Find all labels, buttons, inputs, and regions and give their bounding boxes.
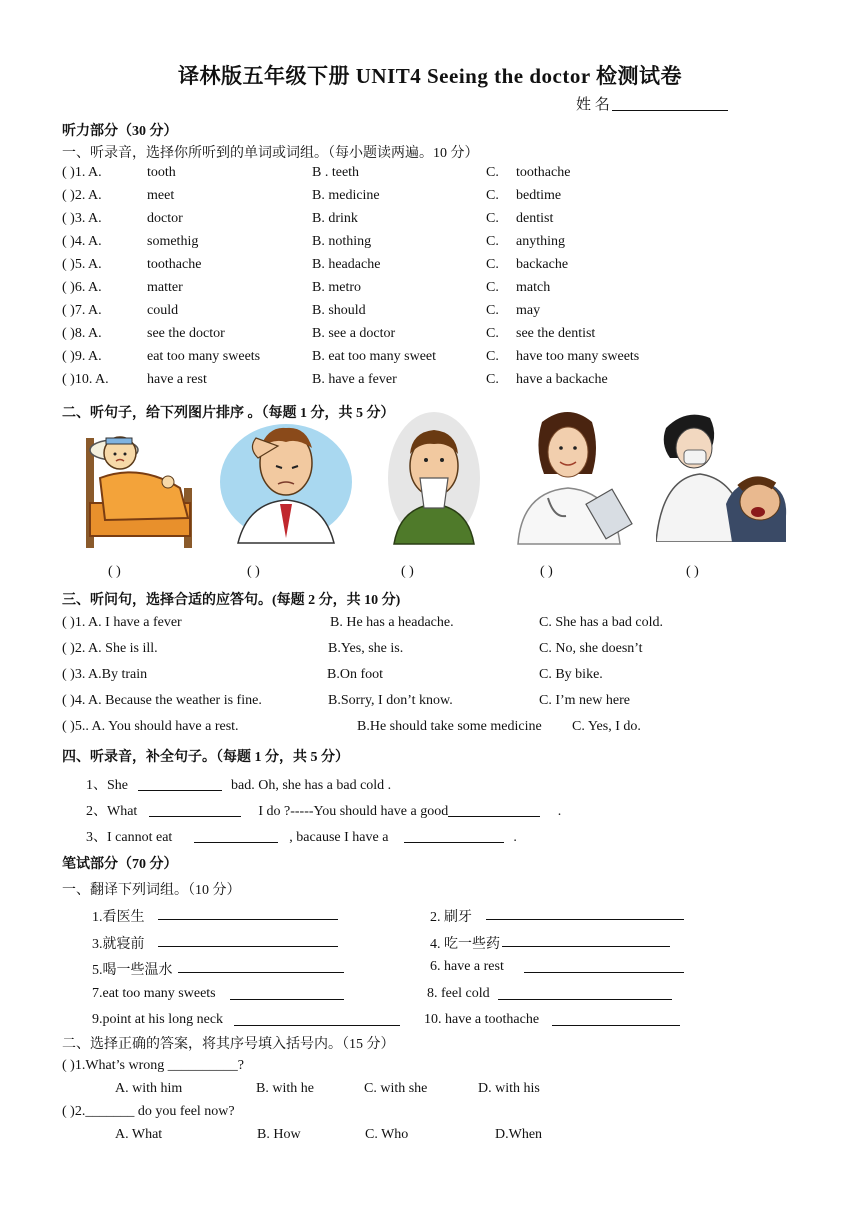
option-b[interactable]: B. medicine — [312, 188, 380, 203]
dentist-with-patient-picture — [656, 408, 790, 542]
sec4-sentence-2: 2、What I do ?-----You should have a good . — [86, 804, 562, 819]
translation-item-right: 4. 吃一些药 — [430, 936, 500, 952]
option-c[interactable]: C. She has a bad cold. — [539, 615, 664, 630]
translation-row — [92, 906, 832, 926]
sec4-blank-3[interactable] — [448, 803, 540, 817]
sec3-question-row — [62, 615, 802, 635]
option-c-letter: C. — [486, 211, 499, 226]
option-b[interactable]: B. should — [312, 303, 366, 318]
option-c[interactable]: C. I’m new here — [539, 693, 630, 708]
question-number[interactable]: ( )2. A. — [62, 188, 102, 203]
sec3-question-row — [62, 641, 802, 661]
question-number[interactable]: ( )3. A. — [62, 211, 102, 226]
translation-blank-left[interactable] — [158, 906, 338, 920]
translation-blank-right[interactable] — [552, 1012, 680, 1026]
question-number[interactable]: ( )4. A. — [62, 234, 102, 249]
sec6-q2-stem: ( )2._______ do you feel now? — [62, 1104, 235, 1119]
option-c-letter: C. — [486, 280, 499, 295]
pic4-answer[interactable]: ( ) — [540, 564, 553, 579]
translation-item-left: 5.喝一些温水 — [92, 963, 173, 978]
man-blowing-nose-picture — [386, 408, 482, 546]
question-number[interactable]: ( )10. A. — [62, 372, 109, 387]
translation-blank-right[interactable] — [524, 959, 684, 973]
translation-item-left: 9.point at his long neck — [92, 1012, 224, 1027]
sec3-question-row — [62, 693, 802, 713]
option-b[interactable]: B. metro — [312, 280, 361, 295]
translation-item-left: 1.看医生 — [92, 910, 145, 925]
question-number[interactable]: ( )6. A. — [62, 280, 102, 295]
option-c[interactable]: C. Yes, I do. — [572, 719, 641, 734]
question-with-option-a[interactable]: ( )3. A.By train — [62, 667, 148, 682]
option-b[interactable]: B. eat too many sweet — [312, 349, 437, 364]
translation-blank-left[interactable] — [158, 933, 338, 947]
option-a[interactable]: have a rest — [147, 372, 207, 387]
translation-row — [92, 1012, 832, 1032]
picture-answer-row — [0, 564, 860, 584]
option-c-letter: C. — [486, 303, 499, 318]
sec3-question-row — [62, 719, 802, 739]
written-header: 笔试部分（70 分） — [62, 857, 178, 872]
translation-item-right: 2. 刷牙 — [430, 910, 472, 925]
question-number[interactable]: ( )1. A. — [62, 165, 102, 180]
sec4-blank-5[interactable] — [404, 829, 504, 843]
translation-blank-left[interactable] — [234, 1012, 400, 1026]
option-c-letter: C. — [486, 326, 499, 341]
pic2-answer[interactable]: ( ) — [247, 564, 260, 579]
option-c[interactable]: C. No, she doesn’t — [539, 641, 643, 656]
option-a[interactable]: see the doctor — [147, 326, 225, 341]
translation-blank-right[interactable] — [486, 906, 684, 920]
picture-strip — [80, 408, 790, 558]
option-c[interactable]: match — [516, 280, 551, 295]
sec6-q2-option-a[interactable]: A. What — [115, 1127, 163, 1142]
option-c[interactable]: may — [516, 303, 541, 318]
option-c[interactable]: have too many sweets — [516, 349, 640, 364]
sec1-question-row — [62, 326, 802, 346]
pic3-answer[interactable]: ( ) — [401, 564, 414, 579]
sec1-question-row — [62, 303, 802, 323]
translation-row — [92, 959, 832, 979]
question-with-option-a[interactable]: ( )5.. A. You should have a rest. — [62, 719, 239, 734]
sec6-q1-option-c[interactable]: C. with she — [364, 1081, 428, 1096]
option-a[interactable]: matter — [147, 280, 183, 295]
option-c-letter: C. — [486, 257, 499, 272]
question-number[interactable]: ( )8. A. — [62, 326, 102, 341]
option-b[interactable]: B.Yes, she is. — [328, 641, 404, 656]
sec1-question-row — [62, 211, 802, 231]
sec1-title: 一、听录音，选择你所听到的单词或词组。（每小题读两遍。10 分） — [62, 146, 479, 161]
translation-blank-right[interactable] — [498, 986, 672, 1000]
sec2-title: 二、听句子，给下列图片排序 。（每题 1 分，共 5 分） — [62, 406, 395, 421]
sec4-blank-2[interactable] — [149, 803, 241, 817]
option-c[interactable]: have a backache — [516, 372, 608, 387]
sec6-q2-option-d[interactable]: D.When — [495, 1127, 543, 1142]
option-b[interactable]: B. He has a headache. — [330, 615, 454, 630]
translation-row — [92, 933, 832, 953]
sec4-blank-1[interactable] — [138, 777, 222, 791]
sec6-q1-option-d[interactable]: D. with his — [478, 1081, 540, 1096]
sec1-question-row — [62, 188, 802, 208]
sec6-q1-stem: ( )1.What’s wrong __________? — [62, 1058, 244, 1073]
translation-item-right: 8. feel cold — [427, 985, 490, 1001]
question-with-option-a[interactable]: ( )2. A. She is ill. — [62, 641, 158, 656]
question-with-option-a[interactable]: ( )4. A. Because the weather is fine. — [62, 693, 262, 708]
option-c[interactable]: toothache — [516, 165, 571, 180]
option-b[interactable]: B. have a fever — [312, 372, 397, 387]
option-c[interactable]: dentist — [516, 211, 554, 226]
name-label: 姓 名 — [576, 97, 610, 113]
sec3-question-row — [62, 667, 802, 687]
exam-title: 译林版五年级下册 UNIT4 Seeing the doctor 检测试卷 — [177, 64, 683, 88]
option-a[interactable]: could — [147, 303, 179, 318]
translation-blank-left[interactable] — [230, 986, 344, 1000]
option-a[interactable]: somethig — [147, 234, 199, 249]
option-c[interactable]: see the dentist — [516, 326, 596, 341]
sec1-question-row — [62, 165, 802, 185]
sec1-question-row — [62, 349, 802, 369]
sec1-question-row — [62, 234, 802, 254]
option-c[interactable]: bedtime — [516, 188, 562, 203]
option-b[interactable]: B. drink — [312, 211, 358, 226]
translation-blank-left[interactable] — [178, 959, 344, 973]
sec6-title: 二、选择正确的答案，将其序号填入括号内。（15 分） — [62, 1037, 395, 1052]
option-c-letter: C. — [486, 372, 499, 387]
sec4-sentence-1: 1、She bad. Oh, she has a bad cold . — [86, 778, 392, 793]
option-a[interactable]: toothache — [147, 257, 202, 272]
pic1-answer[interactable]: ( ) — [108, 564, 121, 579]
sec6-q2-options — [62, 1127, 802, 1147]
translation-row — [92, 986, 832, 1006]
sec1-question-row — [62, 372, 802, 392]
option-a[interactable]: tooth — [147, 165, 176, 180]
option-b[interactable]: B.Sorry, I don’t know. — [328, 693, 453, 708]
pic5-answer[interactable]: ( ) — [686, 564, 699, 579]
translation-item-left: 3.就寝前 — [92, 936, 145, 952]
option-b[interactable]: B . teeth — [312, 165, 360, 180]
option-a[interactable]: eat too many sweets — [147, 349, 261, 364]
translation-item-right: 6. have a rest — [430, 959, 504, 974]
question-with-option-a[interactable]: ( )1. A. I have a fever — [62, 615, 182, 630]
name-field — [576, 93, 728, 114]
sec6-q1-option-a[interactable]: A. with him — [115, 1081, 183, 1096]
sec4-title: 四、听录音，补全句子。（每题 1 分，共 5 分） — [62, 750, 349, 765]
option-c[interactable]: C. By bike. — [539, 667, 603, 682]
question-number[interactable]: ( )5. A. — [62, 257, 102, 272]
option-b[interactable]: B.He should take some medicine — [357, 719, 542, 734]
option-a[interactable]: meet — [147, 188, 175, 203]
man-with-headache-picture — [218, 408, 354, 546]
option-b[interactable]: B.On foot — [327, 667, 383, 682]
option-c-letter: C. — [486, 188, 499, 203]
sec1-question-row — [62, 280, 802, 300]
option-b[interactable]: B. see a doctor — [312, 326, 396, 341]
listening-header: 听力部分（30 分） — [62, 124, 178, 139]
doctor-with-clipboard-picture — [504, 408, 636, 546]
question-number[interactable]: ( )7. A. — [62, 303, 102, 318]
sec6-q1-option-b[interactable]: B. with he — [256, 1081, 314, 1096]
sec6-q2-option-b[interactable]: B. How — [257, 1127, 301, 1142]
question-number[interactable]: ( )9. A. — [62, 349, 102, 364]
sec5-title: 一、翻译下列词组。（10 分） — [62, 883, 241, 898]
sec4-blank-4[interactable] — [194, 829, 278, 843]
sec6-q2-option-c[interactable]: C. Who — [365, 1127, 409, 1142]
option-b[interactable]: B. nothing — [312, 234, 372, 249]
translation-blank-right[interactable] — [502, 933, 670, 947]
sec1-question-row — [62, 257, 802, 277]
option-c[interactable]: anything — [516, 234, 565, 249]
translation-item-right: 10. have a toothache — [424, 1012, 540, 1027]
option-a[interactable]: doctor — [147, 211, 183, 226]
translation-item-left: 7.eat too many sweets — [92, 985, 216, 1001]
sec6-q1-options — [62, 1081, 802, 1101]
sick-child-in-bed-picture — [80, 408, 202, 553]
sec4-sentence-3: 3、I cannot eat , bacause I have a . — [86, 830, 517, 845]
sec3-title: 三、听问句，选择合适的应答句。(每题 2 分，共 10 分) — [62, 593, 401, 608]
option-c-letter: C. — [486, 165, 499, 180]
option-c-letter: C. — [486, 234, 499, 249]
option-c[interactable]: backache — [516, 257, 569, 272]
name-blank[interactable] — [612, 96, 728, 111]
option-c-letter: C. — [486, 349, 499, 364]
option-b[interactable]: B. headache — [312, 257, 381, 272]
